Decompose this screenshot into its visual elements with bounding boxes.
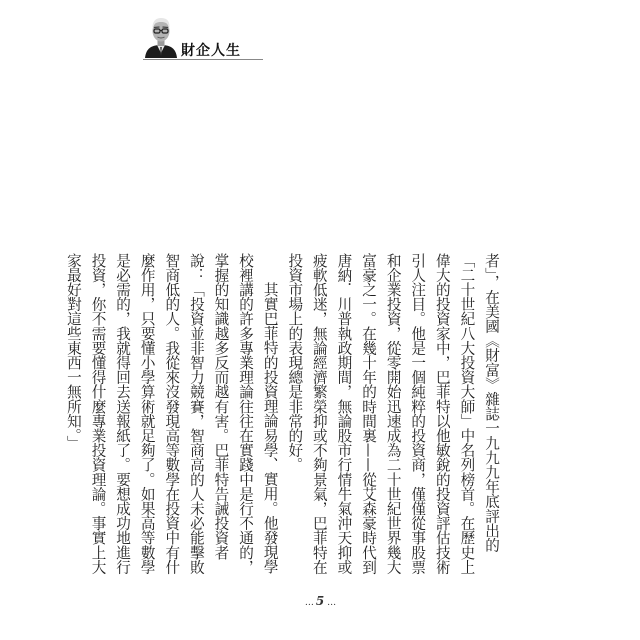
- paragraph-1: 者」，在美國《財富》雜誌一九九九年底評出的「二十世紀八大投資大師」中名列榜首。在歷史上偉大的投資家中，巴菲特以他敏銳的投資評估技術引人注目。他是一個純粹的投資商，僅僅從事股票和企業投資，從零開始迅速成為二十世紀世界幾大富豪之一。在幾十年的時間裏——從艾森豪時代到唐納．川普執政期間，無論股市行情牛氣沖天抑或疲軟低迷，無論經濟繁榮抑或不夠景氣，巴菲特在投資市場上的表現總是非常的好。: [286, 253, 500, 575]
- running-header: [143, 14, 283, 66]
- paragraph-2: 其實巴菲特的投資理論易學、實用。他發現學校裡講的許多專業理論往往在實踐中是行不通的，掌握的知識越多反而越有害。巴菲特告誡投資者說：「投資並非智力競賽，智商高的人未必能擊敗智商低的人。我從來沒發現高等數學在投資中有什麼作用，只要懂小學算術就足夠了。如果高等數學是必需的，我就得回去送報紙了。要想成功地進行投資，你不需要懂得什麼專業投資理論。事實上大家最好對這些東西一無所知。」: [64, 253, 279, 575]
- footer-dash-right: …: [327, 598, 336, 608]
- header-title: 財企人生: [181, 43, 241, 59]
- footer-dash-left: …: [304, 598, 313, 608]
- vertical-body-text: [64, 253, 503, 578]
- page-number: 5: [315, 594, 325, 608]
- page-footer: [290, 594, 350, 608]
- header-divider: [143, 59, 263, 60]
- portrait-photo-icon: [143, 14, 179, 58]
